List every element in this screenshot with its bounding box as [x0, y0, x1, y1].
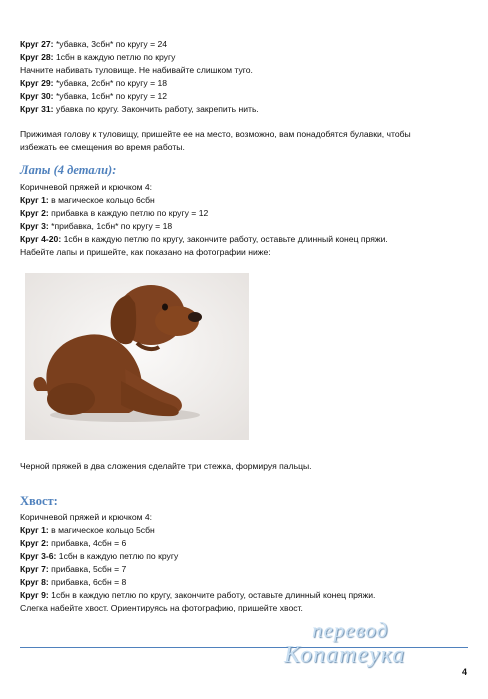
toes-instruction: Черной пряжей в два сложения сделайте три стежка, формируя пальцы.	[20, 461, 312, 471]
head-attach-paragraph-2: избежать ее смещения во время работы.	[20, 142, 185, 152]
tail-round-2: Круг 2: прибавка, 4сбн = 6	[20, 538, 127, 548]
round-27-line	[20, 38, 167, 50]
legs-round-2: Круг 2: прибавка в каждую петлю по кругу = 12	[20, 208, 209, 218]
round-text: *убавка, 1сбн* по кругу = 12	[53, 91, 168, 101]
round-label: Круг 30:	[20, 91, 54, 101]
tail-attach-note: Слегка набейте хвост. Ориентируясь на фотографию, пришейте хвост.	[20, 603, 303, 613]
legs-heading: Лапы (4 детали):	[20, 163, 117, 177]
legs-yarn-line: Коричневой пряжей и крючком 4:	[20, 182, 153, 192]
tail-round-7: Круг 7: прибавка, 5сбн = 7	[20, 564, 127, 574]
round-label: Круг 28:	[20, 52, 54, 62]
tail-yarn-line: Коричневой пряжей и крючком 4:	[20, 512, 153, 522]
watermark-line-1: перевод	[312, 618, 389, 642]
round-31-line	[20, 103, 259, 115]
tail-round-1: Круг 1: в магическое кольцо 5сбн	[20, 525, 155, 535]
crochet-dog-illustration	[25, 273, 249, 440]
round-label: Круг 31:	[20, 104, 54, 114]
round-28-line	[20, 51, 175, 63]
tail-heading: Хвост:	[20, 494, 58, 508]
round-label: Круг 29:	[20, 78, 54, 88]
round-text: *убавка, 2сбн* по кругу = 18	[53, 78, 168, 88]
dog-photo	[25, 273, 249, 440]
round-text: *убавка, 3сбн* по кругу = 24	[53, 39, 168, 49]
legs-round-3: Круг 3: *прибавка, 1сбн* по кругу = 18	[20, 221, 173, 231]
tail-round-8: Круг 8: прибавка, 6сбн = 8	[20, 577, 127, 587]
round-text: 1сбн в каждую петлю по кругу	[53, 52, 176, 62]
round-label: Круг 27:	[20, 39, 54, 49]
stuffing-note: Начните набивать туловище. Не набивайте слишком туго.	[20, 65, 253, 75]
round-30-line	[20, 90, 167, 102]
round-text: убавка по кругу. Закончить работу, закрепить нить.	[53, 104, 259, 114]
legs-round-1: Круг 1: в магическое кольцо 6сбн	[20, 195, 155, 205]
page-number: 4	[462, 667, 468, 677]
legs-attach-note: Набейте лапы и пришейте, как показано на фотографии ниже:	[20, 247, 271, 257]
round-29-line	[20, 77, 167, 89]
legs-round-4-20: Круг 4-20: 1сбн в каждую петлю по кругу, закончите работу, оставьте длинный конец пряжи.	[20, 234, 388, 244]
head-attach-paragraph-1: Прижимая голову к туловищу, пришейте ее на место, возможно, вам понадобятся булавки, чтобы	[20, 129, 411, 139]
watermark-line-2: Копатеука	[284, 642, 406, 668]
tail-round-3-6: Круг 3-6: 1сбн в каждую петлю по кругу	[20, 551, 179, 561]
tail-round-9: Круг 9: 1сбн в каждую петлю по кругу, закончите работу, оставьте длинный конец пряжи.	[20, 590, 376, 600]
